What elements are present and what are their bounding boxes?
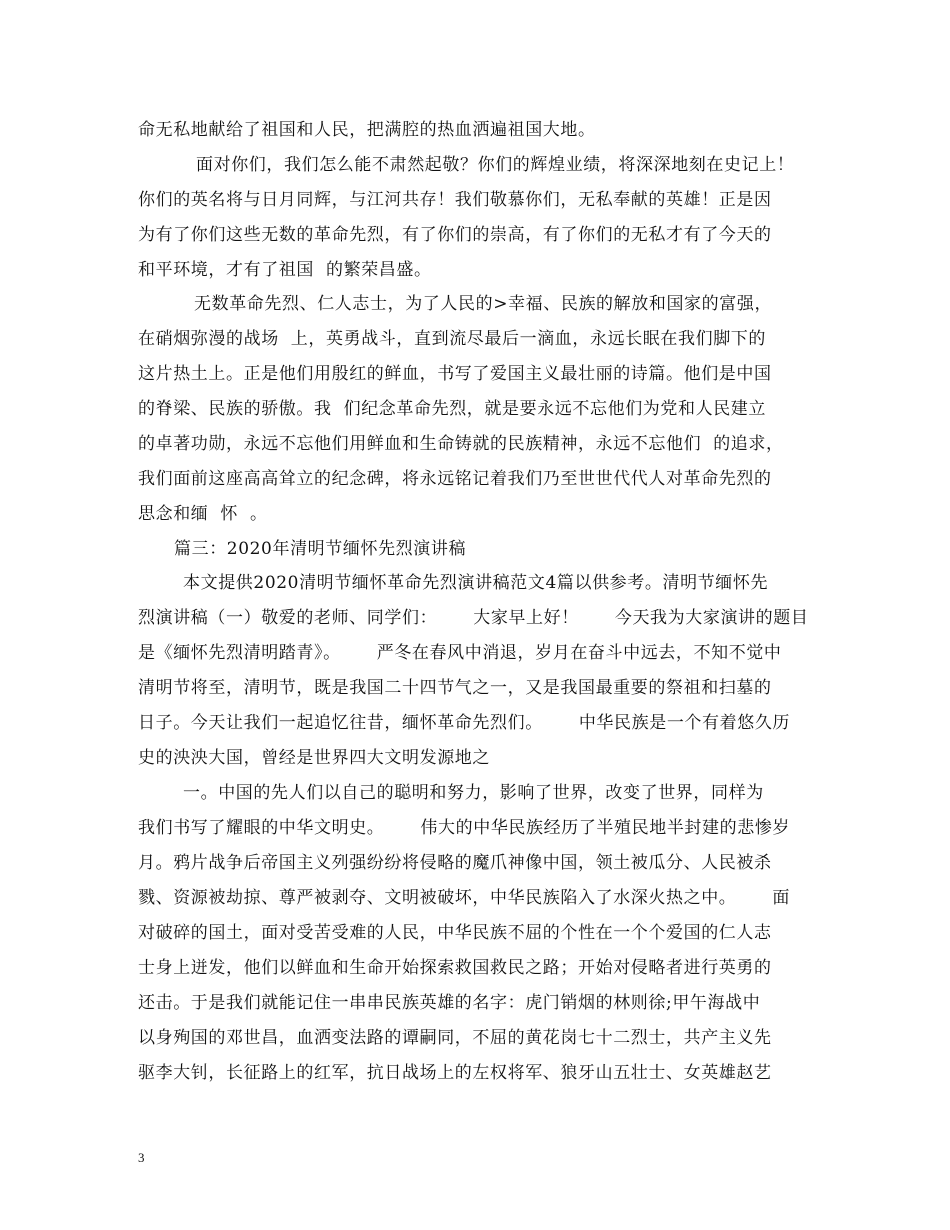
text-line: 日子。今天让我们一起追忆往昔，缅怀革命先烈们。 中华民族是一个有着悠久历 xyxy=(138,713,791,733)
text-line: 士身上迸发，他们以鲜血和生命开始探索救国救民之路；开始对侵略者进行英勇的 xyxy=(138,958,772,978)
text-line: 一。中国的先人们以自己的聪明和努力，影响了世界，改变了世界，同样为 xyxy=(183,783,764,803)
text-line: 的卓著功勋，永远不忘他们用鲜血和生命铸就的民族精神，永远不忘他们 的追求， xyxy=(138,434,784,454)
text-line: 驱李大钊，长征路上的红军，抗日战场上的左权将军、狼牙山五壮士、女英雄赵艺 xyxy=(138,1063,772,1083)
text-line: 烈演讲稿（一）敬爱的老师、同学们： 大家早上好！ 今天我为大家演讲的题目 xyxy=(138,608,809,628)
text-line: 还击。于是我们就能记住一串串民族英雄的名字：虎门销烟的林则徐;甲午海战中 xyxy=(138,993,761,1013)
text-line: 我们面前这座高高耸立的纪念碑，将永远铭记着我们乃至世世代代人对革命先烈的 xyxy=(138,469,772,489)
text-line: 对破碎的国土，面对受苦受难的人民，中华民族不屈的个性在一个个爱国的仁人志 xyxy=(138,923,772,943)
page-number: 3 xyxy=(138,1150,145,1165)
text-line: 以身殉国的邓世昌，血洒变法路的谭嗣同，不屈的黄花岗七十二烈士，共产主义先 xyxy=(138,1028,772,1048)
text-line: 为有了你们这些无数的革命先烈，有了你们的崇高，有了你们的无私才有了今天的 xyxy=(138,225,772,245)
text-line: 无数革命先烈、仁人志士，为了人民的>幸福、民族的解放和国家的富强， xyxy=(194,294,773,314)
text-line: 和平环境，才有了祖国 的繁荣昌盛。 xyxy=(138,260,432,280)
text-line: 本文提供2020清明节缅怀革命先烈演讲稿范文4篇以供参考。清明节缅怀先 xyxy=(183,573,769,593)
text-line: 戮、资源被劫掠、尊严被剥夺、文明被破坏，中华民族陷入了水深火热之中。 面 xyxy=(138,888,791,908)
text-line: 思念和缅 怀 。 xyxy=(138,504,268,524)
text-line: 是《缅怀先烈清明踏青》。 严冬在春风中消退，岁月在奋斗中远去，不知不觉中 xyxy=(138,643,782,663)
text-line: 的脊梁、民族的骄傲。我 们纪念革命先烈，就是要永远不忘他们为党和人民建立 xyxy=(138,399,767,419)
text-line: 我们书写了耀眼的中华文明史。 伟大的中华民族经历了半殖民地半封建的悲惨岁 xyxy=(138,818,791,838)
text-line: 在硝烟弥漫的战场 上，英勇战斗，直到流尽最后一滴血，永远长眠在我们脚下的 xyxy=(138,329,767,349)
text-line: 清明节将至，清明节，既是我国二十四节气之一，又是我国最重要的祭祖和扫墓的 xyxy=(138,678,772,698)
text-line: 命无私地献给了祖国和人民，把满腔的热血洒遍祖国大地。 xyxy=(138,120,596,140)
text-line: 面对你们，我们怎么能不肃然起敬？你们的辉煌业绩，将深深地刻在史记上！ xyxy=(196,155,795,175)
text-line: 这片热土上。正是他们用殷红的鲜血，书写了爱国主义最壮丽的诗篇。他们是中国 xyxy=(138,364,772,384)
section-heading: 篇三：2020年清明节缅怀先烈演讲稿 xyxy=(174,539,467,559)
text-line: 史的泱泱大国，曾经是世界四大文明发源地之 xyxy=(138,748,490,768)
text-line: 月。鸦片战争后帝国主义列强纷纷将侵略的魔爪神像中国，领土被瓜分、人民被杀 xyxy=(138,853,772,873)
text-line: 你们的英名将与日月同辉，与江河共存！我们敬慕你们，无私奉献的英雄！正是因 xyxy=(138,190,772,210)
